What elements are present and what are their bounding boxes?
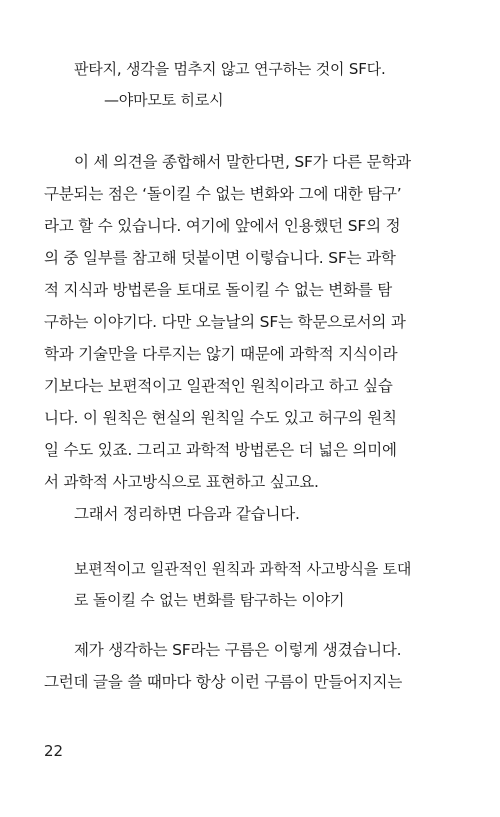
quote-line: 로 돌이킬 수 없는 변화를 탐구하는 이야기: [74, 591, 345, 609]
text-line: 적 지식과 방법론을 토대로 돌이킬 수 없는 변화를 탐: [44, 281, 393, 299]
text-line: 의 중 일부를 참고해 덧붙이면 이렇습니다. SF는 과학: [44, 249, 396, 267]
text-line: 그래서 정리하면 다음과 같습니다.: [74, 505, 300, 523]
text-line: 그런데 글을 쓸 때마다 항상 이런 구름이 만들어지지는: [44, 673, 403, 691]
text-line: 라고 할 수 있습니다. 여기에 앞에서 인용했던 SF의 정: [44, 217, 401, 235]
epigraph-line: 판타지, 생각을 멈추지 않고 연구하는 것이 SF다.: [74, 60, 386, 78]
text-line: 이 세 의견을 종합해서 말한다면, SF가 다른 문학과: [74, 153, 411, 171]
text-line: 서 과학적 사고방식으로 표현하고 싶고요.: [44, 473, 319, 491]
text-line: 제가 생각하는 SF라는 구름은 이렇게 생겼습니다.: [74, 641, 402, 659]
epigraph-attribution: —야마모토 히로시: [104, 91, 224, 109]
quote-line: 보편적이고 일관적인 원칙과 과학적 사고방식을 토대: [74, 560, 412, 578]
page-number: 22: [44, 742, 64, 760]
text-line: 니다. 이 원칙은 현실의 원칙일 수도 있고 허구의 원칙: [44, 409, 397, 427]
text-line: 기보다는 보편적이고 일관적인 원칙이라고 하고 싶습: [44, 377, 393, 395]
text-line: 구분되는 점은 ‘돌이킬 수 없는 변화와 그에 대한 탐구’: [44, 185, 402, 203]
text-line: 학과 기술만을 다루지는 않기 때문에 과학적 지식이라: [44, 345, 398, 363]
text-line: 구하는 이야기다. 다만 오늘날의 SF는 학문으로서의 과: [44, 313, 406, 331]
text-line: 일 수도 있죠. 그리고 과학적 방법론은 더 넓은 의미에: [44, 441, 397, 459]
